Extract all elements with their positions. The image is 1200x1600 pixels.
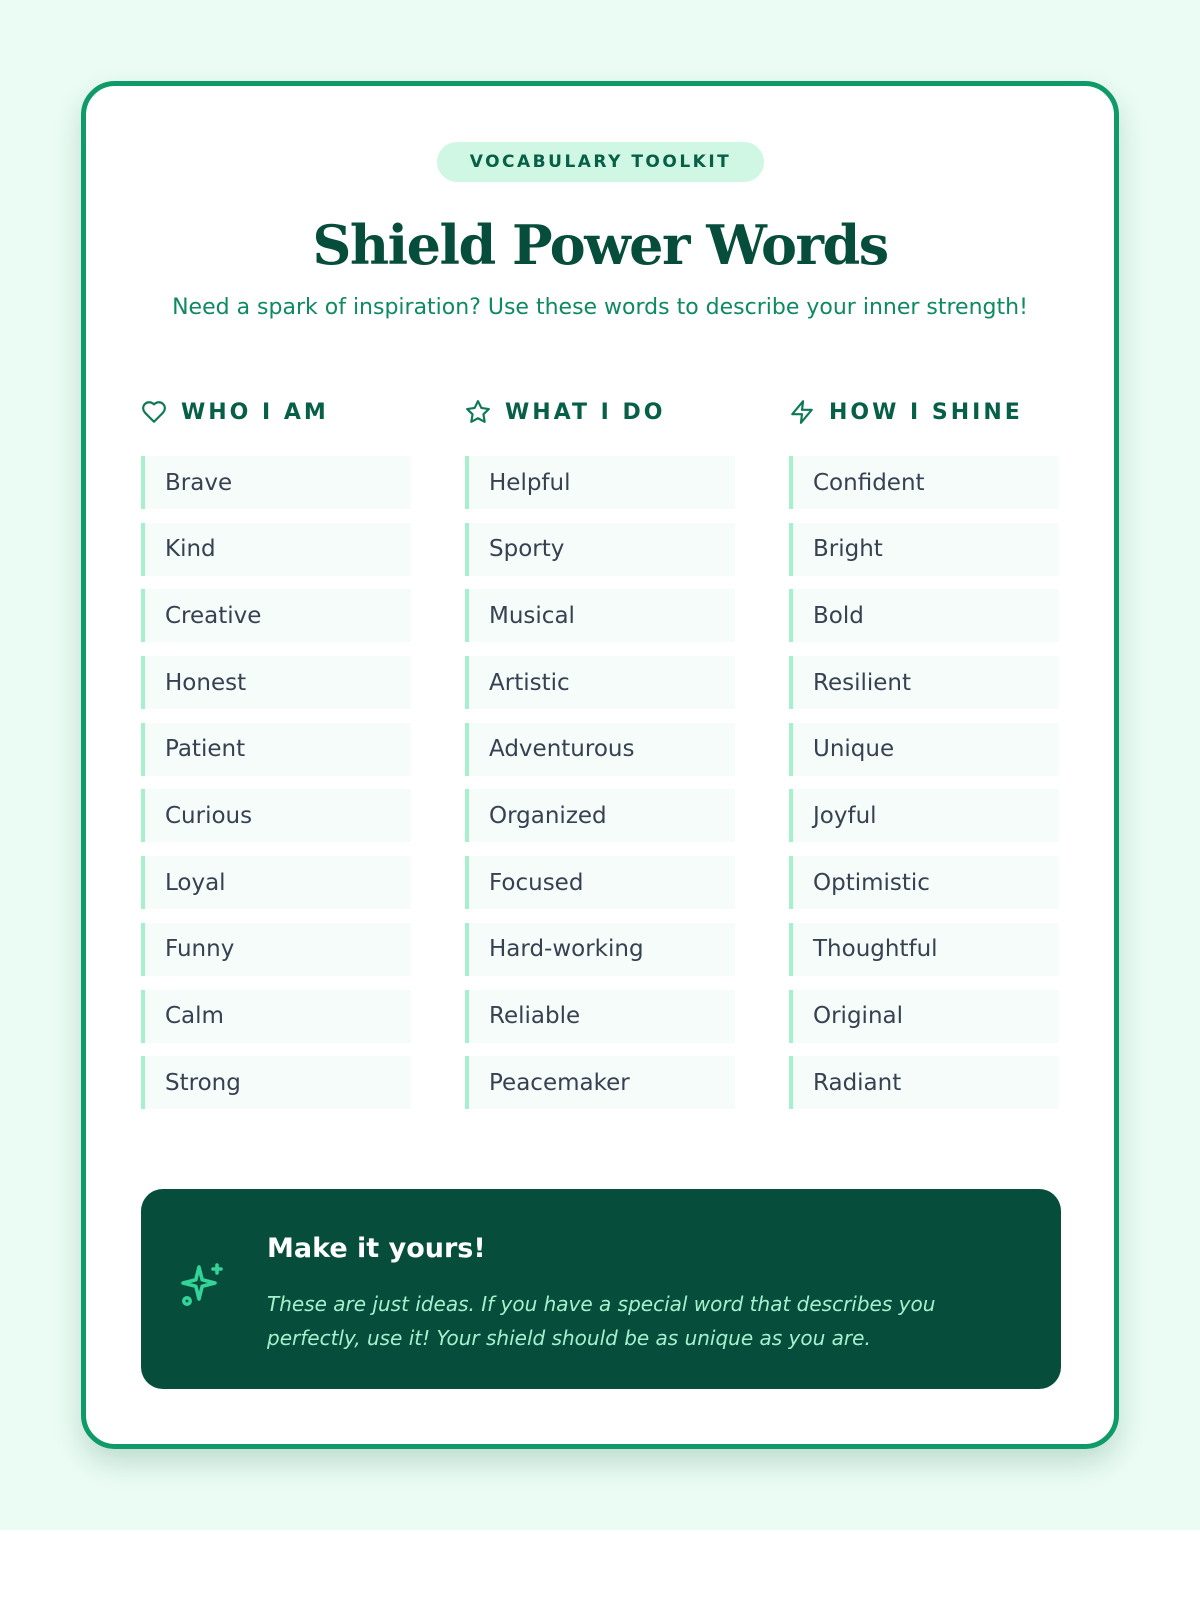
- word-item: Artistic: [465, 656, 735, 709]
- word-item: Joyful: [789, 789, 1059, 842]
- tip-text: These are just ideas. If you have a special word that describes you perfectly, use it! Your shield should be as unique as you are.: [267, 1292, 936, 1350]
- word-item: Confident: [789, 456, 1059, 509]
- word-item: Peacemaker: [465, 1056, 735, 1109]
- column-who-i-am: [141, 395, 411, 1096]
- word-item: Helpful: [465, 456, 735, 509]
- word-item: Bright: [789, 523, 1059, 576]
- word-item: Kind: [141, 523, 411, 576]
- category-badge: VOCABULARY TOOLKIT: [437, 142, 764, 182]
- column-how-i-shine: [789, 395, 1059, 1096]
- word-item: Reliable: [465, 990, 735, 1043]
- word-item: Strong: [141, 1056, 411, 1109]
- tip-box: [141, 1189, 1061, 1389]
- word-item: Thoughtful: [789, 923, 1059, 976]
- page-subtitle: Need a spark of inspiration? Use these words to describe your inner strength!: [172, 295, 1028, 320]
- word-item: Unique: [789, 723, 1059, 776]
- column-header: [141, 395, 411, 429]
- word-item: Hard-working: [465, 923, 735, 976]
- word-item: Adventurous: [465, 723, 735, 776]
- lightning-icon: [789, 399, 815, 425]
- word-item: Radiant: [789, 1056, 1059, 1109]
- page-title: Shield Power Words: [312, 213, 888, 277]
- word-item: Funny: [141, 923, 411, 976]
- column-heading: WHO I AM: [181, 399, 329, 425]
- word-item: Focused: [465, 856, 735, 909]
- word-item: Musical: [465, 589, 735, 642]
- word-item: Bold: [789, 589, 1059, 642]
- column-what-i-do: [465, 395, 735, 1096]
- word-item: Brave: [141, 456, 411, 509]
- star-icon: [465, 399, 491, 425]
- word-list: [465, 456, 735, 1123]
- column-heading: HOW I SHINE: [829, 399, 1023, 425]
- word-list: [789, 456, 1059, 1123]
- word-item: Original: [789, 990, 1059, 1043]
- word-item: Curious: [141, 789, 411, 842]
- sparkles-icon: [179, 1261, 227, 1309]
- column-heading: WHAT I DO: [505, 399, 666, 425]
- column-header: [789, 395, 1059, 429]
- column-header: [465, 395, 735, 429]
- word-item: Loyal: [141, 856, 411, 909]
- word-item: Honest: [141, 656, 411, 709]
- heart-icon: [141, 399, 167, 425]
- word-item: Resilient: [789, 656, 1059, 709]
- word-item: Creative: [141, 589, 411, 642]
- word-item: Optimistic: [789, 856, 1059, 909]
- word-list: [141, 456, 411, 1123]
- tip-title: Make it yours!: [267, 1233, 486, 1264]
- word-item: Patient: [141, 723, 411, 776]
- word-item: Sporty: [465, 523, 735, 576]
- word-item: Calm: [141, 990, 411, 1043]
- word-item: Organized: [465, 789, 735, 842]
